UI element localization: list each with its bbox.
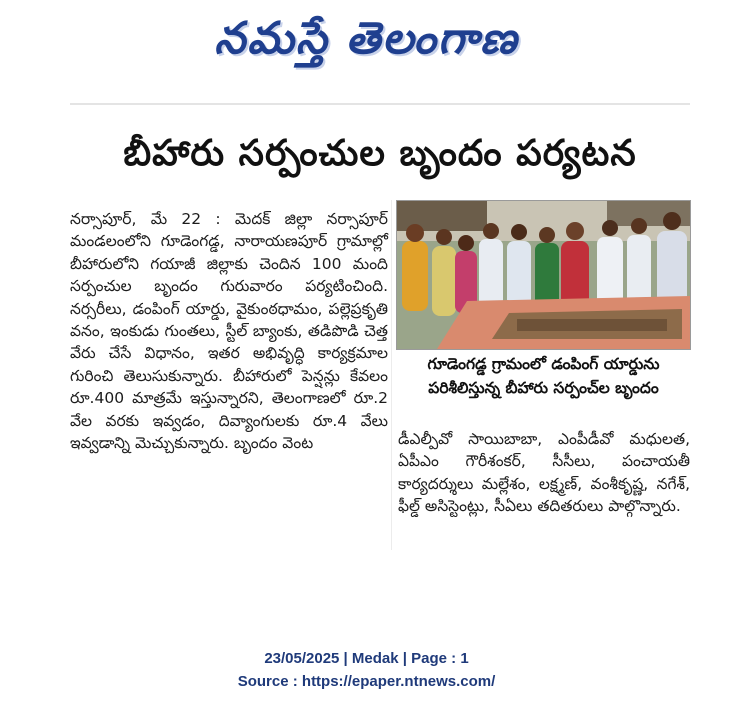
article-headline: బీహారు సర్పంచుల బృందం పర్యటన xyxy=(123,133,637,174)
footer-date-edition: 23/05/2025 | Medak | Page : 1 xyxy=(264,650,469,667)
photo-caption xyxy=(398,352,689,400)
footer-source-link[interactable]: Source : https://epaper.ntnews.com/ xyxy=(237,673,496,690)
article-body-left: నర్సాపూర్, మే 22 : మెదక్ జిల్లా నర్సాపూర్ మండలంలోని గూడెంగడ్డ, నారాయణపూర్ గ్రామాల్లో బీహారులోని గయాజీ జిల్లాకు చెందిన 100 మంది సర్పంచుల బృందం గురువారం పర్యటించింది. నర్సరీలు, డంపింగ్ యార్డు, వైకుంఠధామం, పల్లెప్రకృతి వనం, ఇంకుడు గుంతలు, స్టీల్ బ్యాంకు, తడిపొడి చెత్త వేరు చేసే విధానం, ఇతర అభివృద్ధి కార్యక్రమాల గురించి తెలుసుకున్నారు. బీహారులో పెన్షన్లు కేవలం రూ.400 మాత్రమే ఇస్తున్నారని, తెలంగాణలో రూ.2 వేల వరకు ఇవ్వడం, దివ్యాంగులకు రూ.4 వేలు ఇవ్వడాన్ని మెచ్చుకున్నారు. బృందం వెంట xyxy=(70,210,388,453)
caption-line-2: పరిశీలిస్తున్న బీహారు సర్పంచ్‌ల బృందం xyxy=(428,379,659,397)
divider xyxy=(70,103,690,105)
column-divider xyxy=(391,200,392,550)
newspaper-masthead xyxy=(0,4,733,74)
article-photo xyxy=(396,200,691,350)
masthead-title: నమస్తే తెలంగాణ xyxy=(214,13,519,64)
article-body-right: డీఎల్పీవో సాయిబాబా, ఎంపీడీవో మధులత, ఏపీఎం గౌరీశంకర్, సీసీలు, పంచాయతీ కార్యదర్శులు మల్లేశం, లక్ష్మణ్, వంశీకృష్ణ, నగేశ్, ఫీల్డ్ అసిస్టెంట్లు, సీఏలు తదితరులు పాల్గొన్నారు. xyxy=(398,430,690,516)
photo-illustration xyxy=(397,201,690,349)
caption-line-1: గూడెంగడ్డ గ్రామంలో డంపింగ్ యార్డును xyxy=(427,355,660,373)
